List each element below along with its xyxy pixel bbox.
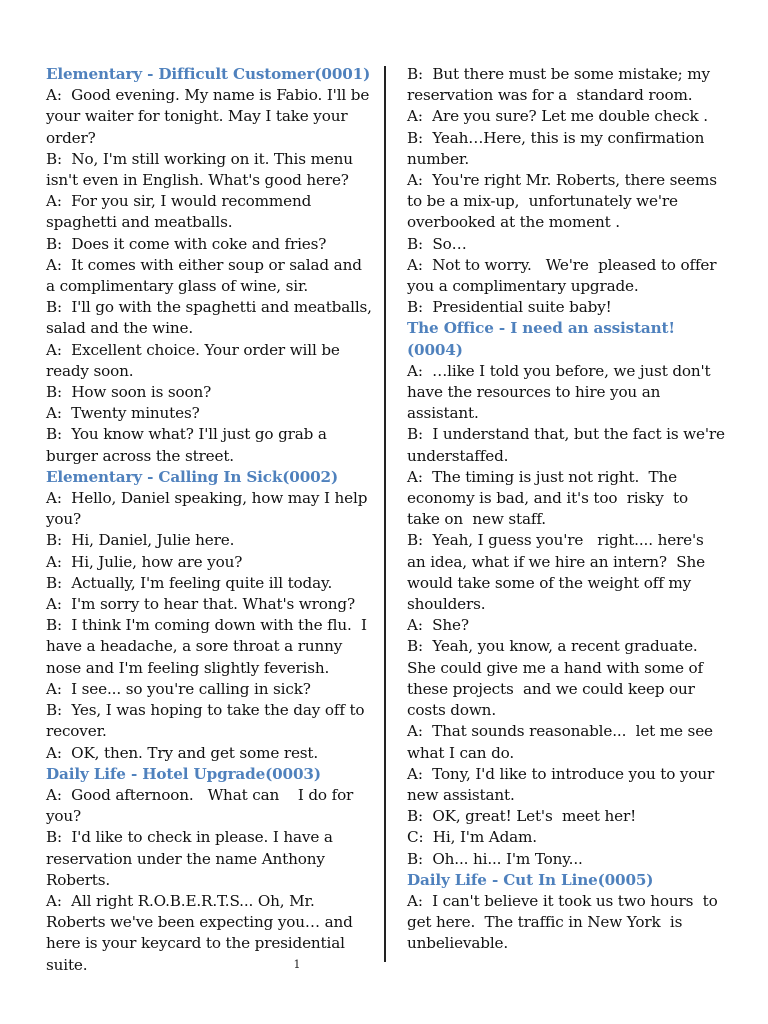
dialogue-line: A: Hello, Daniel speaking, how may I help you? [46,489,372,529]
dialogue-line: A: The timing is just not right. The economy is bad, and it's too risky to take on new staff. [407,467,693,529]
dialogue-line: B: Yeah, I guess you're right.... here's an idea, what if we hire an intern? She would take some of the weight off my shoulders. [407,531,710,614]
dialogue-line: A: Are you sure? Let me double check . [407,107,708,126]
dialogue-line: B: OK, great! Let's meet her! [407,807,637,826]
dialogue-line: B: You know what? I'll just go grab a burger across the street. [46,425,332,465]
dialogue-line: B: Yeah, you know, a recent graduate. She could give me a hand with some of these projects and we could keep our costs down. [407,637,708,720]
right-column [407,64,730,955]
dialogue-line: A: You're right Mr. Roberts, there seems to be a mix-up, unfortunately we're overbooked at the moment . [407,171,722,232]
dialogue-line: B: Presidential suite baby! [407,298,612,317]
dialogue-line: A: Good evening. My name is Fabio. I'll be your waiter for tonight. May I take your order? [46,86,374,147]
dialogue-line: B: Yes, I was hoping to take the day off to recover. [46,701,370,741]
dialogue-heading: Elementary - Calling In Sick(0002) [46,467,339,486]
dialogue-line: B: Yeah…Here, this is my confirmation number. [407,128,709,168]
dialogue-line: B: I think I'm coming down with the flu. I have a headache, a sore throat a runny nose and I'm feeling slightly feverish. [46,616,372,677]
dialogue-line: B: Does it come with coke and fries? [46,234,327,253]
page-number: 1 [293,958,301,971]
dialogue-line: B: Actually, I'm feeling quite ill today. [46,573,333,592]
dialogue-line: A: For you sir, I would recommend spaghetti and meatballs. [46,192,316,232]
dialogue-line: A: I'm sorry to hear that. What's wrong? [46,595,355,614]
dialogue-line: A: Tony, I'd like to introduce you to your new assistant. [407,764,719,804]
dialogue-heading: Elementary - Difficult Customer(0001) [46,65,371,83]
dialogue-heading: The Office - I need an assistant!(0004) [407,319,675,359]
dialogue-line: B: No, I'm still working on it. This menu isn't even in English. What's good here? [46,149,358,190]
dialogue-line: A: Good afternoon. What can I do for you? [46,785,358,826]
dialogue-line: A: I see... so you're calling in sick? [46,679,311,698]
dialogue-line: B: I'd like to check in please. I have a reservation under the name Anthony Roberts. [46,828,338,889]
dialogue-line: A: Not to worry. We're pleased to offer you a complimentary upgrade. [407,255,722,296]
column-divider [384,66,386,962]
dialogue-line: B: Oh... hi... I'm Tony... [407,849,583,868]
dialogue-line: B: How soon is soon? [46,383,212,402]
dialogue-line: A: All right R.O.B.E.R.T.S... Oh, Mr. Roberts we've been expecting you… and here is your keycard to the presidential suite. [46,891,358,974]
dialogue-line: A: Twenty minutes? [46,404,200,423]
dialogue-heading: Daily Life - Cut In Line(0005) [407,870,654,889]
dialogue-line: A: …like I told you before, we just don't have the resources to hire you an assistant. [407,361,716,423]
dialogue-line: A: I can't believe it took us two hours to get here. The traffic in New York is unbelievable. [407,891,723,953]
dialogue-line: B: I'll go with the spaghetti and meatballs, salad and the wine. [46,298,377,338]
dialogue-line: C: Hi, I'm Adam. [407,828,537,847]
dialogue-line: A: It comes with either soup or salad and a complimentary glass of wine, sir. [46,255,367,296]
dialogue-line: B: But there must be some mistake; my reservation was for a standard room. [407,65,715,105]
dialogue-line: A: Hi, Julie, how are you? [46,552,243,571]
left-column [46,64,377,976]
dialogue-line: A: That sounds reasonable... let me see what I can do. [407,722,718,762]
dialogue-line: A: She? [407,616,469,635]
dialogue-line: B: I understand that, but the fact is we're understaffed. [407,425,730,465]
dialogue-line: B: Hi, Daniel, Julie here. [46,531,235,550]
dialogue-line: A: Excellent choice. Your order will be ready soon. [46,340,345,380]
dialogue-line: A: OK, then. Try and get some rest. [46,743,319,762]
dialogue-line: B: So… [407,234,467,253]
dialogue-heading: Daily Life - Hotel Upgrade(0003) [46,764,321,783]
